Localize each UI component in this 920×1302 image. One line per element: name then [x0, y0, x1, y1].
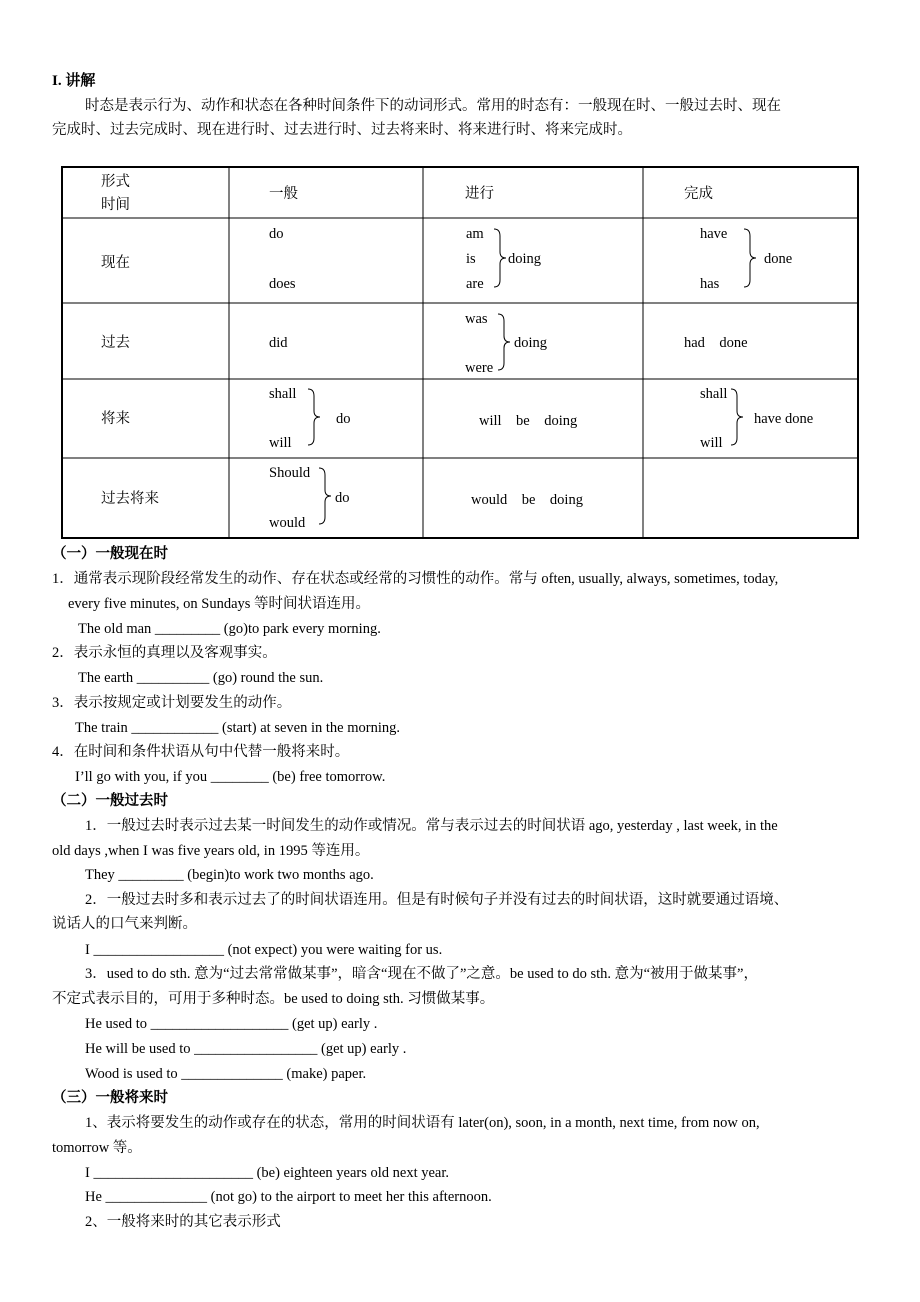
section-title-simple-past: （二）一般过去时 [52, 793, 168, 809]
present-perf-have: have [700, 226, 728, 242]
present-simple-does: does [269, 276, 296, 292]
s1-example-4: I’ll go with you, if you ________ (be) free tomorrow. [75, 769, 386, 785]
s1-point-3: 3．表示按规定或计划要发生的动作。 [52, 695, 292, 711]
s2-example-2: I __________________ (not expect) you were waiting for us. [85, 942, 443, 958]
heading-title: 讲解 [65, 73, 96, 89]
header-corner-form: 形式 [101, 174, 130, 190]
s2-point-1-line-1: 1．一般过去时表示过去某一时间发生的动作或情况。常与表示过去的时间状语 ago, yesterday , last week, in the [85, 818, 778, 834]
present-prog-am: am [466, 226, 484, 242]
s1-point-4: 4．在时间和条件状语从句中代替一般将来时。 [52, 744, 350, 760]
s2-example-3: He used to ___________________ (get up) early . [85, 1016, 378, 1032]
s1-example-2: The earth __________ (go) round the sun. [78, 670, 324, 686]
intro-line-2: 完成时、过去完成时、现在进行时、过去进行时、过去将来时、将来进行时、将来完成时。 [52, 122, 632, 138]
brace-icon [307, 388, 321, 446]
present-prog-are: are [466, 276, 484, 292]
future-progressive: will be doing [479, 413, 578, 429]
s1-example-3: The train ____________ (start) at seven in the morning. [75, 720, 400, 736]
s2-point-2-line-2: 说话人的口气来判断。 [52, 916, 197, 932]
heading-number: I. [52, 73, 62, 89]
past-prog-was: was [465, 311, 488, 327]
fip-progressive: would be doing [471, 492, 583, 508]
brace-icon [318, 467, 332, 525]
s2-point-3-line-1: 3．used to do sth. 意为“过去常常做某事”，暗含“现在不做了”之意。be used to do sth. 意为“被用于做某事”， [85, 966, 758, 982]
future-simple-will: will [269, 435, 292, 451]
section-title-simple-future: （三）一般将来时 [52, 1090, 168, 1106]
s3-point-2: 2、一般将来时的其它表示形式 [85, 1214, 281, 1230]
fip-simple-would: would [269, 515, 306, 531]
future-perf-shall: shall [700, 386, 728, 402]
s2-example-5: Wood is used to ______________ (make) paper. [85, 1066, 367, 1082]
s2-point-1-line-2: old days ,when I was five years old, in 1995 等连用。 [52, 843, 370, 859]
s3-example-2: He ______________ (not go) to the airport to meet her this afternoon. [85, 1189, 492, 1205]
brace-icon [743, 228, 757, 288]
s2-point-3-line-2: 不定式表示目的，可用于多种时态。be used to doing sth. 习惯做某事。 [52, 991, 495, 1007]
header-corner-time: 时间 [101, 197, 130, 213]
s1-point-1-line-1: 1．通常表示现阶段经常发生的动作、存在状态或经常的习惯性的动作。常与 often, usually, always, sometimes, today, [52, 571, 779, 587]
row-label-future: 将来 [101, 411, 130, 427]
present-perf-has: has [700, 276, 720, 292]
s3-point-1-line-1: 1、表示将要发生的动作或存在的状态，常用的时间状语有 later(on), soon, in a month, next time, from now on, [85, 1115, 760, 1131]
row-label-future-in-past: 过去将来 [101, 491, 159, 507]
brace-icon [730, 388, 744, 446]
header-progressive: 进行 [465, 186, 494, 202]
fip-simple-do: do [335, 490, 350, 506]
present-prog-is: is [466, 251, 476, 267]
s3-point-1-line-2: tomorrow 等。 [52, 1140, 142, 1156]
present-prog-doing: doing [508, 251, 542, 267]
s1-point-2: 2．表示永恒的真理以及客观事实。 [52, 645, 277, 661]
section-title-simple-present: （一）一般现在时 [52, 546, 168, 562]
present-perf-done: done [764, 251, 793, 267]
present-simple-do: do [269, 226, 284, 242]
s2-example-4: He will be used to _________________ (get up) early . [85, 1041, 407, 1057]
future-perf-will: will [700, 435, 723, 451]
intro-line-1: 时态是表示行为、动作和状态在各种时间条件下的动词形式。常用的时态有：一般现在时、一般过去时、现在 [85, 98, 781, 114]
row-label-past: 过去 [101, 335, 130, 351]
header-perfect: 完成 [684, 186, 713, 202]
s3-example-1: I ______________________ (be) eighteen years old next year. [85, 1165, 450, 1181]
s1-point-1-line-2: every five minutes, on Sundays 等时间状语连用。 [68, 596, 371, 612]
past-prog-doing: doing [514, 335, 548, 351]
past-prog-were: were [465, 360, 494, 376]
s2-example-1: They _________ (begin)to work two months ago. [85, 867, 374, 883]
brace-icon [497, 313, 511, 371]
past-perfect: had done [684, 335, 748, 351]
tense-table [61, 166, 859, 539]
future-simple-do: do [336, 411, 351, 427]
fip-simple-should: Should [269, 465, 311, 481]
header-simple: 一般 [269, 186, 298, 202]
s1-example-1: The old man _________ (go)to park every morning. [78, 621, 381, 637]
row-label-present: 现在 [101, 255, 130, 271]
s2-point-2-line-1: 2．一般过去时多和表示过去了的时间状语连用。但是有时候句子并没有过去的时间状语，这时就要通过语境、 [85, 892, 789, 908]
future-perf-have-done: have done [754, 411, 814, 427]
section-heading [52, 71, 95, 91]
future-simple-shall: shall [269, 386, 297, 402]
past-simple-did: did [269, 335, 288, 351]
brace-icon [493, 228, 507, 288]
